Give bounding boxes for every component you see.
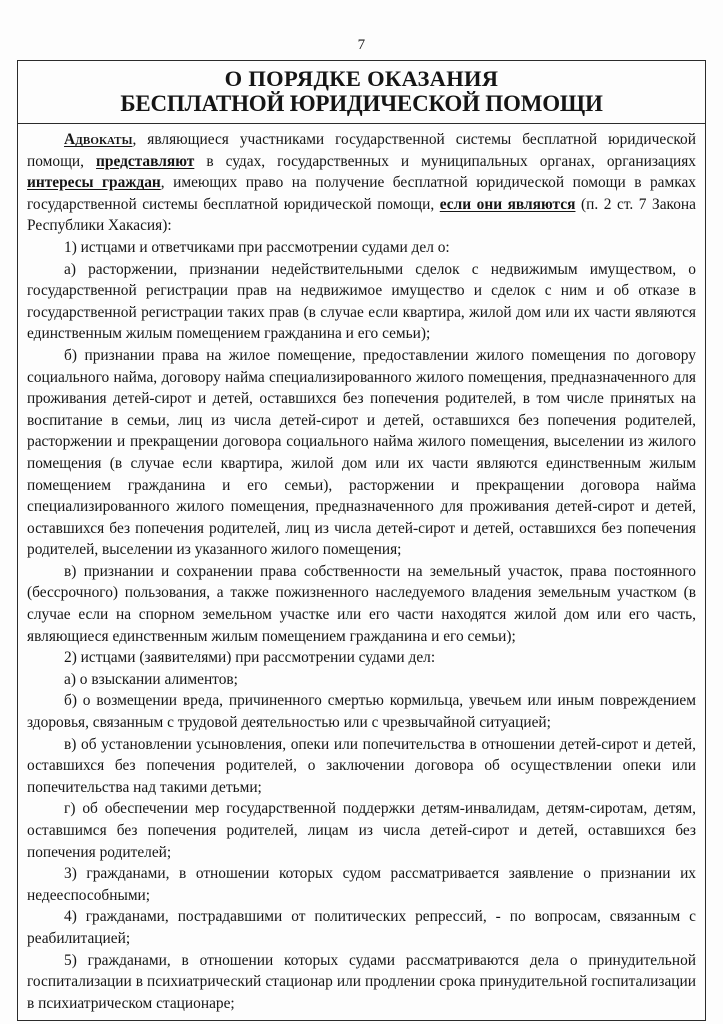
emphasis-advokaty: Адвокаты <box>64 131 133 148</box>
intro-paragraph <box>27 129 696 237</box>
page-number: 7 <box>357 37 366 53</box>
list-item: г) об обеспечении мер государственной поддержки детям-инвалидам, детям-сиротам, детям, оставшимся без попечения родителей, лицам из числа детей-сирот и детей, оставшихся без попечения родителей; <box>27 800 696 861</box>
intro-text-1: , являющиеся участниками государственной системы бесплатной юридической помощи, <box>27 131 696 170</box>
list-item: 2) истцами (заявителями) при рассмотрении судами дел: <box>64 649 436 667</box>
intro-text-4: (п. 2 ст. 7 Закона Республики Хакасия): <box>27 195 696 235</box>
document-body <box>18 124 705 1020</box>
list-item: в) признании и сохранении права собственности на земельный участок, права постоянного (бессрочного) пользования, а также пожизненного наследуемого владения земельным участком (в случае если на спорном земельном участке или его части находятся жилой дом или его часть, являющиеся единственным жилым помещением гражданина и его семьи); <box>27 562 696 645</box>
content-frame <box>17 60 706 1021</box>
list-item: 5) гражданами, в отношении которых судами рассматриваются дела о принудительной госпитализации в психиатрический стационар или продлении срока принудительной госпитализации в психиатрическом стационаре; <box>27 951 696 1012</box>
document-title <box>18 61 705 124</box>
intro-text-2: в судах, государственных и муниципальных органах, организациях <box>194 152 697 170</box>
list-item: 3) гражданами, в отношении которых судом рассматривается заявление о признании их недееспособными; <box>27 865 696 904</box>
list-item: 4) гражданами, пострадавшими от политических репрессий, - по вопросам, связанным с реабилитацией; <box>27 908 696 947</box>
intro-text-3: , имеющих право на получение бесплатной юридической помощи в рамках государственной системы бесплатной юридической помощи, <box>27 174 696 213</box>
list-item: б) о возмещении вреда, причиненного смертью кормильца, увечьем или иным повреждением здоровья, связанным с трудовой деятельностью или с чрезвычайной ситуацией; <box>27 692 696 732</box>
list-item: б) признании права на жилое помещение, предоставлении жилого помещения по договору социального найма, договору найма специализированного жилого помещения, предназначенного для проживания детей-сирот и детей, оставшихся без попечения родителей, в том числе принятых на воспитание в семьи, лиц из числа детей-сирот и детей, оставшихся без попечения родителей, расторжении и прекращении договора социального найма жилого помещения, выселении из жилого помещения (в случае если квартира, жилой дом или их части являются единственным жилым помещением гражданина и его семьи), расторжении и прекращении договора найма специализированного жилого помещения, предназначенного для проживания детей-сирот и детей, оставшихся без попечения родителей, лиц из числа детей-сирот и детей, оставшихся без попечения родителей, выселении из указанного жилого помещения; <box>27 346 696 559</box>
list-item: в) об установлении усыновления, опеки или попечительства в отношении детей-сирот и детей, оставшихся без попечения родителей, о заключении договора об осуществлении опеки или попечительства над такими детьми; <box>27 735 696 796</box>
title-line-1: О ПОРЯДКЕ ОКАЗАНИЯ <box>224 66 499 91</box>
list-item: 1) истцами и ответчиками при рассмотрении судами дел о: <box>64 238 450 256</box>
emphasis-predstavlyayut: представляют <box>96 152 195 170</box>
emphasis-interesy-grazhdan: интересы граждан <box>27 174 161 192</box>
emphasis-esli-oni-yavlyayutsya: если они являются <box>439 195 576 213</box>
title-line-2: БЕСПЛАТНОЙ ЮРИДИЧЕСКОЙ ПОМОЩИ <box>120 91 603 116</box>
list-item: а) о взыскании алиментов; <box>64 670 238 688</box>
list-item: а) расторжении, признании недействительными сделок с недвижимым имуществом, о государственной регистрации прав на недвижимое имущество и сделок с ним и об отказе в государственной регистрации таких прав (в случае если квартира, жилой дом или их части являются единственным жилым помещением гражданина и его семьи); <box>27 260 696 343</box>
